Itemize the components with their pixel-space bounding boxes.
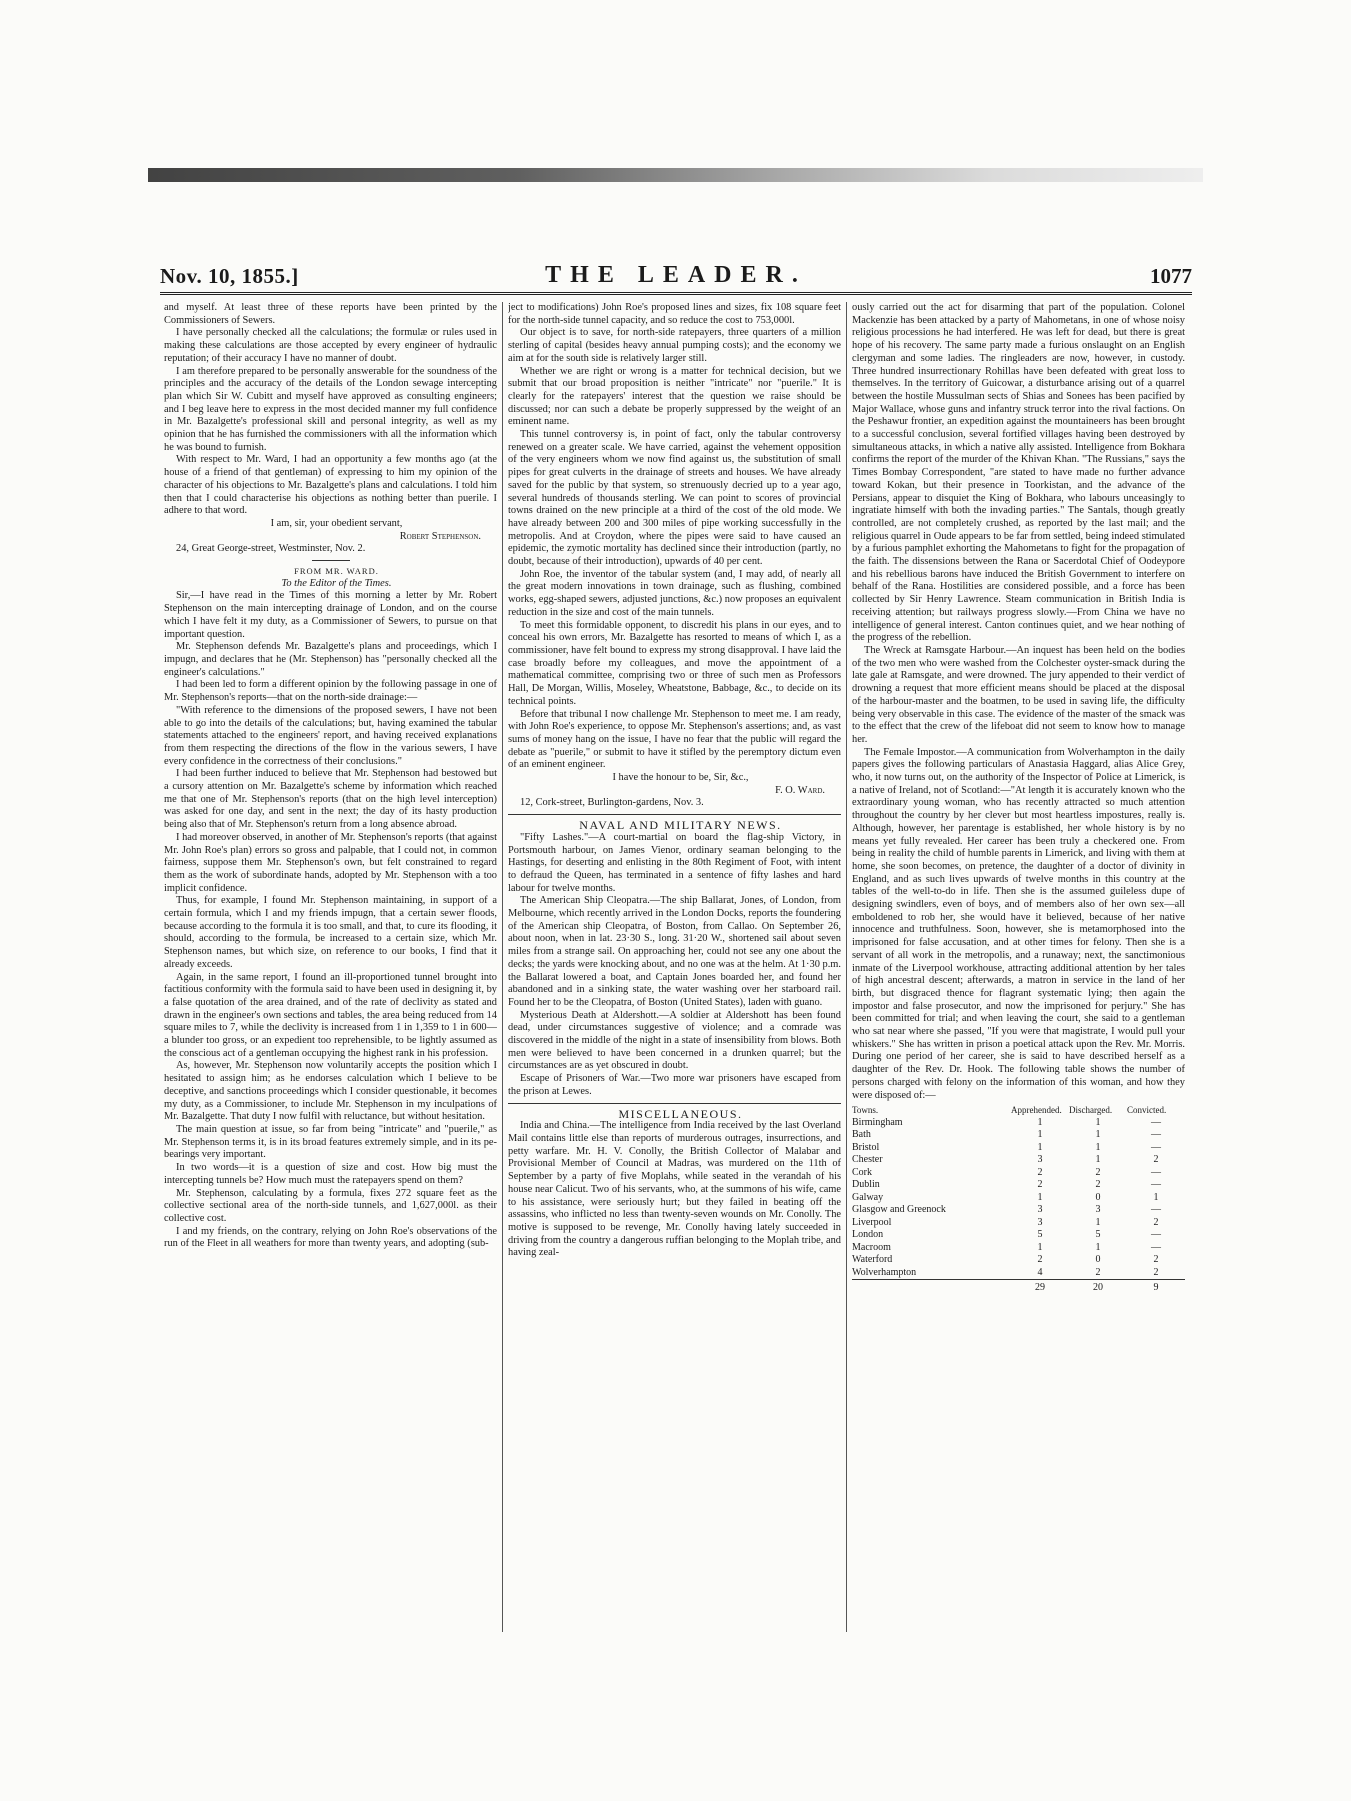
paragraph: Again, in the same report, I found an ill-proportioned tunnel brought into factitious conformity with the formula said to have been used in designing it, by a false quotation of the area drained, and of the rate of declivity as stated and drawn in the engineer's own sections and tables, the area being reduced from 14 square miles to 7, while the declivity is increased from 1 in 1,359 to 1 in 600—a blunder too gross, or an expedient too reprehensible, to be lightly assumed as the conscious act of a gentleman occupying the highest rank in his profession. [164,971,497,1059]
table-cell: 2 [1153,1266,1159,1278]
paragraph: Thus, for example, I found Mr. Stephenson maintaining, in support of a certain formula, which I and my friends impugn, that a certain sewer floods, because according to the formula it is too small, and that, to cure its flooding, it should, according to the formula, be increased to a certain size, which Mr. Stephenson names, but which size, on reference to our books, I find that it already exceeds. [164,895,497,970]
table-cell: 1 [1095,1241,1101,1253]
table-cell: Dublin [852,1179,880,1191]
table-cell: 1 [1095,1154,1101,1166]
column-3 [852,302,1185,1632]
paragraph: ously carried out the act for disarming that part of the population. Colonel Mackenzie has been attacked by a party of Mahometans, in one of whose noisy religious processions he had interfered. He was left for dead, but there is great hope of his recovery. The same party made a furious onslaught on an English clergyman and some ladies. The ringleaders are now, however, in custody. Three hundred insurrectionary Rohillas have been defeated with great loss to themselves. In the territory of Guicowar, a disturbance arising out of a quarrel between the hostile Mussulman sects of Shias and Sonees has been pacified by Major Wallace, whose guns and infantry struck terror into the rival factions. On the Peshawur frontier, an expedition against the mountaineers has been brought to a successful conclusion, several fortified villages having been destroyed by simultaneous attacks, in which a native ally assisted. Intelligence from Bokhara confirms the report of the murder of the Khivan Khan. "The Russians," says the Times Bombay Correspondent, "are stated to have made no further advance toward Kokan, but their presence in Toorkistan, and the advance of the Persians, appear to disquiet the King of Bokhara, who labours unceasingly to ingratiate himself with both the invading parties." The Santals, though greatly controlled, are not completely crushed, as reported by the last mail; and the religious quarrel in Oude appears to be far from settled, being indeed stimulated by a furious pamphlet exhorting the Mahometans to fight for the propagation of the faith. The dissensions between the Rana or Sacerdotal Chief of Oodeypore and his rebellious barons have induced the British Government to interfere on behalf of the Rana. Hostilities are considered possible, and a force has been collected by Sir Henry Lawrence. Steam communication in British India is receiving attention; but railways progress slowly.—From China we have no intelligence of general interest. Canton continues quiet, and we hear nothing of the progress of the rebellion. [852,302,1185,644]
table-cell: 1 [1153,1191,1159,1203]
table-header-row [852,1104,1185,1117]
section-heading-miscellaneous: MISCELLANEOUS. [618,1106,743,1121]
table-cell: 5 [1095,1229,1101,1241]
letter-heading: FROM MR. WARD. [294,566,379,577]
divider [508,1103,841,1104]
table-cell: 2 [1095,1166,1101,1178]
table-row [852,1267,1185,1280]
paragraph: Whether we are right or wrong is a matter for technical decision, but we submit that our broad proposition is neither "intricate" nor "puerile." It is clearly for the ratepayers' interest that the question we raise should be discussed; nor can such a debate be properly suppressed by the weight of an eminent name. [508,365,841,428]
column-rule [502,302,503,1632]
table-cell: 1 [1095,1141,1101,1153]
table-cell: 0 [1095,1254,1101,1266]
table-cell: — [1151,1166,1161,1178]
table-cell: 1 [1037,1129,1043,1141]
news-item: The Wreck at Ramsgate Harbour.—An inquest has been held on the bodies of the two men who were washed from the Colchester oyster-smack during the late gale at Ramsgate, and were drowned. The jury appended to their verdict of drowning a request that more efficient means should be placed at the disposal of the harbour-master and the boatmen, to be used in saving life, the difficulty being very observable in this case. The evidence of the master of the smack was to the effect that the crew of the lifeboat did not seem to know how to manage her. [852,644,1185,745]
masthead [160,262,1192,295]
page-number: 1077 [1150,264,1192,288]
table-cell: 1 [1037,1116,1043,1128]
news-item: The Female Impostor.—A communication from Wolverhampton in the daily papers gives the following particulars of Anastasia Haggard, alias Alice Grey, who, it now turns out, on the authority of the Inspector of Police at Limerick, is a native of Ireland, not of Scotland:—"At length it is accurately known who the extraordinary young woman, who has recently attracted so much attention throughout the country by her clever but most heartless impostures, really is. Although, however, her parentage is established, her whole history is by no means yet fully revealed. Her career has been truly a checkered one. From being in reality the child of humble parents in Limerick, and living with them at home, she soon becomes, on pretence, the daughter of a doctor of divinity in England, and as such lives upwards of twelve months in this country at the tables of the well-to-do in life. Then she is the assumed guileless dupe of designing swindlers, even of boys, and of members also of her own sex—all emboldened to rob her, she would have it believed, because of her native innocence and truthfulness. Soon, however, she is metamorphosed into the imprisoned for false accusation, and at other times for felony. Then she is a servant of all work in the metropolis, and a runaway; next, the sanctimonious inmate of the Liverpool workhouse, attracting additional attention by her tales of high ancestral descent; afterwards, a matron in service in the land of her birth, but disgraced thence for flagrant systematic lying; then again the impostor and false prosecutor, and now the imprisoned for perjury." She has been committed for trial; and when leaving the court, she said to a gentleman who sat near where she passed, "If you were that magistrate, I would pull your whiskers." She has written in prison a poetical attack upon the Rev. Mr. Morris. During one period of her career, she is said to have described herself as a daughter of the Rev. Dr. Hook. The following table shows the number of persons charged with felony on the information of this woman, and how they were disposed of:— [852,746,1185,1101]
table-header: Towns. [852,1105,879,1116]
issue-date: Nov. 10, 1855.] [160,264,299,288]
paragraph: Mr. Stephenson defends Mr. Bazalgette's plans and proceedings, which I impugn, and declares that he (Mr. Stephenson) has "personally checked all the engineer's calculations." [164,641,497,678]
paragraph: To meet this formidable opponent, to discredit his plans in our eyes, and to conceal his own errors, Mr. Bazalgette has resorted to means of which I, as a commissioner, have felt bound to express my strong disapproval. I have laid the case broadly before my colleagues, and move the appointment of a mathematical committee, comprising two or three of such men as Professors Hall, De Morgan, Willis, Moseley, Wheatstone, Babbage, &c., to decide on its technical points. [508,619,841,707]
section-heading-naval: NAVAL AND MILITARY NEWS. [579,818,782,833]
table-cell: 1 [1095,1129,1101,1141]
column-2 [508,302,841,1632]
table-row [852,1192,1185,1205]
newspaper-title: THE LEADER. [545,262,807,288]
paragraph: ject to modifications) John Roe's proposed lines and sizes, fix 108 square feet for the north-side tunnel capacity, and so reduce the cost to 753,000l. [508,302,841,326]
table-cell: 2 [1095,1266,1101,1278]
table-total-row [852,1280,1185,1295]
table-cell: Cork [852,1166,872,1178]
news-item: "Fifty Lashes."—A court-martial on board the flag-ship Victory, in Portsmouth harbour, on James Vienor, ordinary seaman belonging to the Hastings, for deserting and enlisting in the 80th Regiment of Foot, with intent to defraud the Queen, has terminated in a sentence of fifty lashes and hard labour for twelve months. [508,831,841,894]
table-cell: — [1151,1179,1161,1191]
paragraph: I had been further induced to believe that Mr. Stephenson had bestowed but a cursory attention on Mr. Bazalgette's scheme by information which reached me that one of Mr. Stephenson's reports (that on the high level interception) was asked for one day, and sent in the next; the day of its hasty production being also that of Mr. Stephenson's return from a long absence abroad. [164,768,497,831]
table-row [852,1154,1185,1167]
news-item: Mysterious Death at Aldershott.—A soldier at Aldershott has been found dead, under circumstances suggestive of violence; and a comrade was discovered in the middle of the night in a state of insensibility from blows. Both men were believed to have been concerned in a drunken quarrel; but the circumstances are as yet obscured in doubt. [508,1009,841,1072]
table-cell: 9 [1127,1280,1185,1295]
table-cell: 3 [1037,1216,1043,1228]
paragraph: Our object is to save, for north-side ratepayers, three quarters of a million sterling of capital (besides heavy annual pumping costs); and the economy we aim at for the south side is relatively larger still. [508,327,841,364]
column-1 [164,302,497,1632]
table-cell: 2 [1037,1254,1043,1266]
paragraph: Sir,—I have read in the Times of this morning a letter by Mr. Robert Stephenson on the main intercepting drainage of London, and on the course which I have felt it my duty, as a Commissioner of Sewers, to pursue on that important question. [164,590,497,640]
table-cell: — [1151,1129,1161,1141]
paragraph: I have personally checked all the calculations; the formulæ or rules used in making these calculations are those accepted by every engineer of hydraulic reputation; of their accuracy I have no manner of doubt. [164,327,497,364]
top-print-band [148,168,1203,182]
letter-closing: I am, sir, your obedient servant, [270,517,403,529]
letter-signature: F. O. Ward. [775,784,825,796]
table-cell: 2 [1153,1216,1159,1228]
table-cell: Glasgow and Greenock [852,1204,946,1216]
table-header: Apprehended. [1011,1105,1062,1116]
table-cell: London [852,1229,884,1241]
letter-closing: I have the honour to be, Sir, &c., [612,772,749,784]
table-cell: Wolverhampton [852,1266,917,1278]
news-item: Escape of Prisoners of War.—Two more war prisoners have escaped from the prison at Lewes. [508,1073,841,1097]
letter-signature: Robert Stephenson. [399,530,481,542]
table-cell: 5 [1037,1229,1043,1241]
paragraph: and myself. At least three of these reports have been printed by the Commissioners of Sewers. [164,302,497,326]
table-cell: 3 [1095,1204,1101,1216]
table-cell: 1 [1037,1241,1043,1253]
table-cell: — [1151,1204,1161,1216]
paragraph: I had moreover observed, in another of Mr. Stephenson's reports (that against Mr. John Roe's plan) errors so gross and palpable, that I could not, in common fairness, suppose them Mr. Stephenson's own, but felt constrained to regard them as the work of subordinate hands, adopted by Mr. Stephenson with a too implicit confidence. [164,831,497,894]
table-cell: Chester [852,1154,883,1166]
table-row [852,1242,1185,1255]
paragraph: I and my friends, on the contrary, relying on John Roe's observations of the run of the Fleet in all weathers for more than twenty years, and adopting (sub- [164,1225,497,1250]
table-cell: — [1151,1229,1161,1241]
paragraph: As, however, Mr. Stephenson now voluntarily accepts the position which I hesitated to assign him; as he endorses calculation which I believe to be deceptive, and sanctions proceedings which I consider questionable, it becomes my duty, as a Commissioner, to include Mr. Stephenson in my inculpations of Mr. Bazalgette. That duty I now fulfil with reluctance, but without hesitation. [164,1060,497,1123]
table-cell: Liverpool [852,1216,892,1228]
table-cell: — [1151,1141,1161,1153]
table-cell: — [1151,1116,1161,1128]
felony-table [852,1104,1185,1295]
paragraph: John Roe, the inventor of the tabular system (and, I may add, of nearly all the great modern innovations in town drainage, such as flushing, combined works, egg-shaped sewers, adjusted junctions, &c.) now proposes an equivalent reduction in the size and cost of the main tunnels. [508,568,841,618]
divider [508,814,841,815]
table-row [852,1204,1185,1217]
table-cell: 3 [1037,1204,1043,1216]
table-cell: 1 [1037,1191,1043,1203]
table-cell: 1 [1037,1141,1043,1153]
table-cell: Macroom [852,1241,891,1253]
letter-address: 24, Great George-street, Westminster, Nov. 2. [176,543,366,555]
table-row [852,1117,1185,1130]
table-row [852,1254,1185,1267]
letter-recipient: To the Editor of the Times. [281,577,392,589]
paragraph: This tunnel controversy is, in point of fact, only the tabular controversy renewed on a greater scale. We have carried, against the vehement opposition of the very engineers whom we now find against us, the substitution of small pipes for great culverts in the drainage of streets and houses. We have already saved for the public by that system, so strenuously decried up to a year ago, several hundreds of thousands sterling. We can point to scores of provincial towns drained on the new principle at a third of the cost of the old mode. We have already between 200 and 300 miles of pipe working successfully in the metropolis. And at Croydon, where the pipes were said to have caused an epidemic, the zymotic mortality has declined since their introduction (partly, no doubt, because of their introduction), upwards of 40 per cent. [508,429,841,568]
table-row [852,1142,1185,1155]
table-cell: Bath [852,1129,871,1141]
paragraph: Mr. Stephenson, calculating by a formula, fixes 272 square feet as the collective sectional area of the north-side tunnels, and 1,627,000l. as their collective cost. [164,1187,497,1224]
table-cell: 3 [1037,1154,1043,1166]
news-item: India and China.—The intelligence from India received by the last Overland Mail contains little else than reports of murderous outrages, insurrections, and petty warfare. Mr. H. V. Conolly, the British Collector of Malabar and Provisional Member of Council at Madras, was murdered on the 11th of September by a party of five Moplahs, while seated in the verandah of his house near Calicut. Two of his servants, who, at the summons of his wife, came to his assistance, were seriously hurt; but they failed in beating off the assassins, who inflicted no less than twenty-seven wounds on Mr. Conolly. The motive is supposed to be revenge, Mr. Conolly having lately succeeded in driving from the country a dangerous ruffian belonging to the Moplah tribe, and having zeal- [508,1120,841,1259]
paragraph: In two words—it is a question of size and cost. How big must the intercepting tunnels be? How much must the ratepayers spend on them? [164,1162,497,1186]
table-cell: 4 [1037,1266,1043,1278]
table-cell: 2 [1153,1154,1159,1166]
table-cell: Galway [852,1191,884,1203]
table-cell: 2 [1153,1254,1159,1266]
table-cell: 2 [1095,1179,1101,1191]
news-item: The American Ship Cleopatra.—The ship Ballarat, Jones, of London, from Melbourne, which recently arrived in the London Docks, reports the foundering of the American ship Cleopatra, of Boston, from Callao. On September 26, about noon, when in lat. 23·30 S., long. 31·20 W., shortened sail about seven miles from a strange sail. On approaching her, could not see any one about the decks; the yards were knocking about, and no one was at the helm. At 1·30 p.m. the Ballarat lowered a boat, and Captain Jones boarded her, and found her abandoned and in a sinking state, the water washing over her starboard rail. Found her to be the Cleopatra, of Boston (United States), laden with guano. [508,895,841,1008]
letter-address: 12, Cork-street, Burlington-gardens, Nov. 3. [520,797,704,809]
table-header: Convicted. [1127,1105,1167,1116]
table-cell: 1 [1095,1116,1101,1128]
paragraph: Before that tribunal I now challenge Mr. Stephenson to meet me. I am ready, with John Roe's experience, to oppose Mr. Stephenson's assertions; and, as vast sums of money hang on the issue, I have no fear that the public will regard the debate as "puerile," or submit to have it stifled by the peremptory dictum even of an eminent engineer. [508,708,841,771]
table-cell: 2 [1037,1166,1043,1178]
column-rule [846,302,847,1632]
table-cell: 1 [1095,1216,1101,1228]
table-cell [852,1280,1011,1295]
table-cell: — [1151,1241,1161,1253]
table-cell: 20 [1069,1280,1127,1295]
table-row [852,1217,1185,1230]
table-cell: Bristol [852,1141,880,1153]
table-cell: Waterford [852,1254,893,1266]
paragraph: With respect to Mr. Ward, I had an opportunity a few months ago (at the house of a friend of that gentleman) of expressing to him my opinion of the character of his objections to Mr. Bazalgette's plans and calculations. I told him then that I could characterise his objections as nothing better than puerile. I adhere to that word. [164,454,497,517]
table-row [852,1167,1185,1180]
paragraph: I had been led to form a different opinion by the following passage in one of Mr. Stephenson's reports—that on the north-side drainage:— [164,679,497,704]
table-cell: 2 [1037,1179,1043,1191]
table-row [852,1129,1185,1142]
quotation: "With reference to the dimensions of the proposed sewers, I have not been able to go into the details of the calculations; but, having examined the tabular statements attached to the engineers' report, and having received explanations from them respecting the directions of the flow in the various sewers, I have every confidence in the correctness of their conclusions." [164,704,497,767]
table-row [852,1179,1185,1192]
paragraph: The main question at issue, so far from being "intricate" and "puerile," as Mr. Stephenson terms it, is in its broad features extremely simple, and in its pe-bearings very important. [164,1124,497,1161]
table-cell: Birmingham [852,1116,903,1128]
table-header: Discharged. [1069,1105,1113,1116]
paragraph: I am therefore prepared to be personally answerable for the soundness of the principles and the accuracy of the details of the London sewage intercepting plan which Sir W. Cubitt and myself have approved as consulting engineers; and I beg leave here to express in the most decided manner my full confidence in Mr. Bazalgette's professional skill and personal integrity, as well as my opinion that he has furnished the commissioners with all the information which he was bound to furnish. [164,365,497,453]
divider [312,560,350,561]
table-row [852,1229,1185,1242]
table-cell: 0 [1095,1191,1101,1203]
table-cell: 29 [1011,1280,1069,1295]
